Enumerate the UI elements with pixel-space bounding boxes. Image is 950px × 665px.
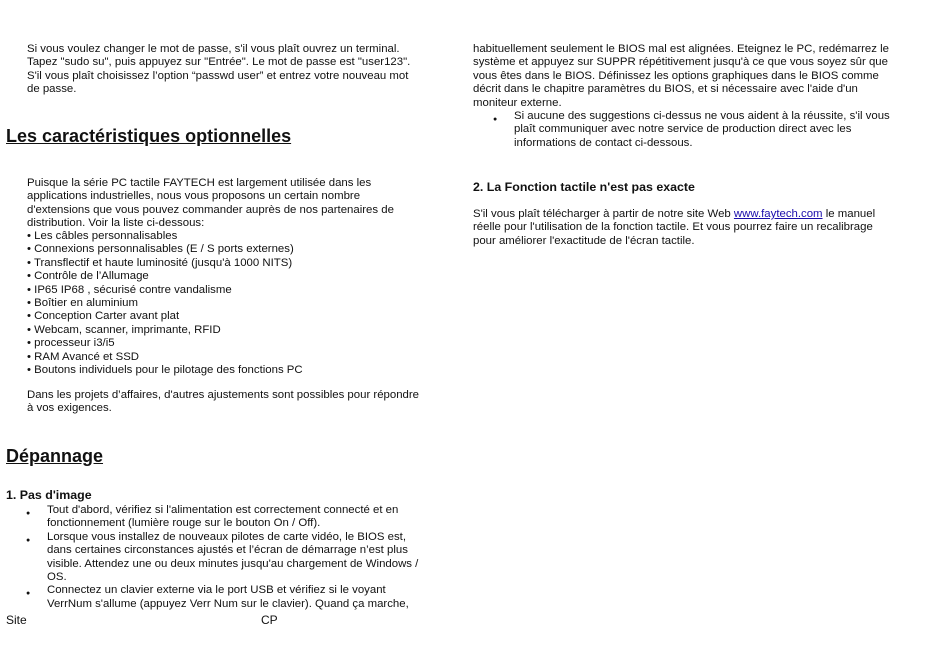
bios-instructions <box>473 43 913 110</box>
text-span: le manuel <box>822 208 876 220</box>
text-line: dans certaines circonstances ajustés et l’écran de démarrage n’est plus <box>47 544 408 557</box>
text-line: visible. Attendez une ou deux minutes jusqu'au chargement de Windows / <box>47 557 419 570</box>
troubleshooting-heading: Dépannage <box>6 446 104 466</box>
footer-site-label: Site <box>6 613 27 627</box>
list-item: • RAM Avancé et SSD <box>27 350 140 363</box>
text-line: réelle pour l'utilisation de la fonction tactile. Et vous pourrez faire un recalibrage <box>473 221 873 234</box>
footer-cp-label: CP <box>261 613 278 627</box>
text-line: habituellement seulement le BIOS mal est alignées. Eteignez le PC, redémarrez le <box>473 43 889 55</box>
list-item: • Boutons individuels pour le pilotage des fonctions PC <box>27 364 303 377</box>
optional-features-heading: Les caractéristiques optionnelles <box>6 126 292 146</box>
password-instructions <box>0 43 427 97</box>
text-line: applications industrielles, nous vous proposons un certain nombre <box>27 190 361 203</box>
text-line: moniteur externe. <box>473 96 562 109</box>
text-line: pour améliorer l'exactitude de l'écran tactile. <box>473 234 695 247</box>
list-item: • Les câbles personnalisables <box>27 230 178 242</box>
text-line: distribution. Voir la liste ci-dessous: <box>27 217 205 230</box>
bullet-icon: ● <box>26 536 31 544</box>
text-line: Si vous voulez changer le mot de passe, s'il vous plaît ouvrez un terminal. <box>27 43 400 55</box>
text-line: d'extensions que vous pouvez commander auprès de nos partenaires de <box>27 203 394 216</box>
list-item: • processeur i3/i5 <box>27 337 115 350</box>
list-item <box>26 531 436 585</box>
optional-features-list <box>0 230 427 377</box>
list-item <box>26 504 436 531</box>
list-item: • IP65 IP68 , sécurisé contre vandalisme <box>27 283 232 296</box>
text-line: Lorsque vous installez de nouveaux pilotes de carte vidéo, le BIOS est, <box>47 530 407 543</box>
text-line: Tout d'abord, vérifiez si l'alimentation est correctement connecté et en <box>47 504 399 516</box>
support-list <box>493 110 913 150</box>
no-image-subheading: 1. Pas d'image <box>6 488 92 502</box>
no-image-list <box>26 504 436 611</box>
text-span: S'il vous plaît télécharger à partir de notre site Web <box>473 208 734 220</box>
text-line: OS. <box>47 571 67 584</box>
text-line: plaît communiquer avec notre service de production direct avec les <box>514 123 852 136</box>
bullet-icon: ● <box>493 116 498 123</box>
list-item: • Connexions personnalisables (E / S ports externes) <box>27 243 294 256</box>
text-line: fonctionnement (lumière rouge sur le bouton On / Off). <box>47 517 321 530</box>
touch-function-subheading: 2. La Fonction tactile n'est pas exacte <box>473 180 695 194</box>
list-item <box>493 110 913 150</box>
text-line <box>473 208 913 221</box>
text-line: décrit dans le chapitre paramètres du BIOS, et si nécessaire avec l'aide d'un <box>473 83 858 96</box>
optional-features-intro <box>0 177 427 231</box>
optional-features-closing <box>0 389 427 416</box>
list-item: • Contrôle de l’Allumage <box>27 270 149 283</box>
faytech-website-link[interactable]: www.faytech.com <box>733 208 823 220</box>
text-line: VerrNum s'allume (appuyez Verr Num sur le clavier). Quand ça marche, <box>47 597 409 610</box>
text-line: Connectez un clavier externe via le port USB et vérifiez si le voyant <box>47 584 386 597</box>
list-item: • Transflectif et haute luminosité (jusqu'à 1000 NITS) <box>27 256 293 269</box>
list-item: • Conception Carter avant plat <box>27 310 180 323</box>
text-line: de passe. <box>27 83 77 96</box>
list-item: • Webcam, scanner, imprimante, RFID <box>27 323 221 336</box>
text-line: informations de contact ci-dessous. <box>514 136 693 149</box>
bullet-icon: ● <box>26 590 31 598</box>
text-line: Si aucune des suggestions ci-dessus ne vous aident à la réussite, s'il vous <box>514 110 890 122</box>
text-line: Puisque la série PC tactile FAYTECH est largement utilisée dans les <box>27 177 372 189</box>
text-line: à vos exigences. <box>27 402 112 415</box>
text-line: Tapez "sudo su", puis appuyez sur "Entrée". Le mot de passe est "user123". <box>27 56 411 69</box>
list-item: • Boîtier en aluminium <box>27 297 138 310</box>
touch-function-text <box>473 208 913 248</box>
list-item <box>26 584 436 611</box>
text-line: Dans les projets d’affaires, d'autres ajustements sont possibles pour répondre <box>27 389 419 401</box>
bullet-icon: ● <box>26 510 31 517</box>
text-line: système et appuyez sur SUPPR répétitivement jusqu'à ce que vous soyez sûr que <box>473 56 888 69</box>
text-line: S'il vous plaît choisissez l’option “passwd user” et entrez votre nouveau mot <box>27 69 409 82</box>
text-line: vous êtes dans le BIOS. Définissez les options graphiques dans le BIOS comme <box>473 69 879 82</box>
